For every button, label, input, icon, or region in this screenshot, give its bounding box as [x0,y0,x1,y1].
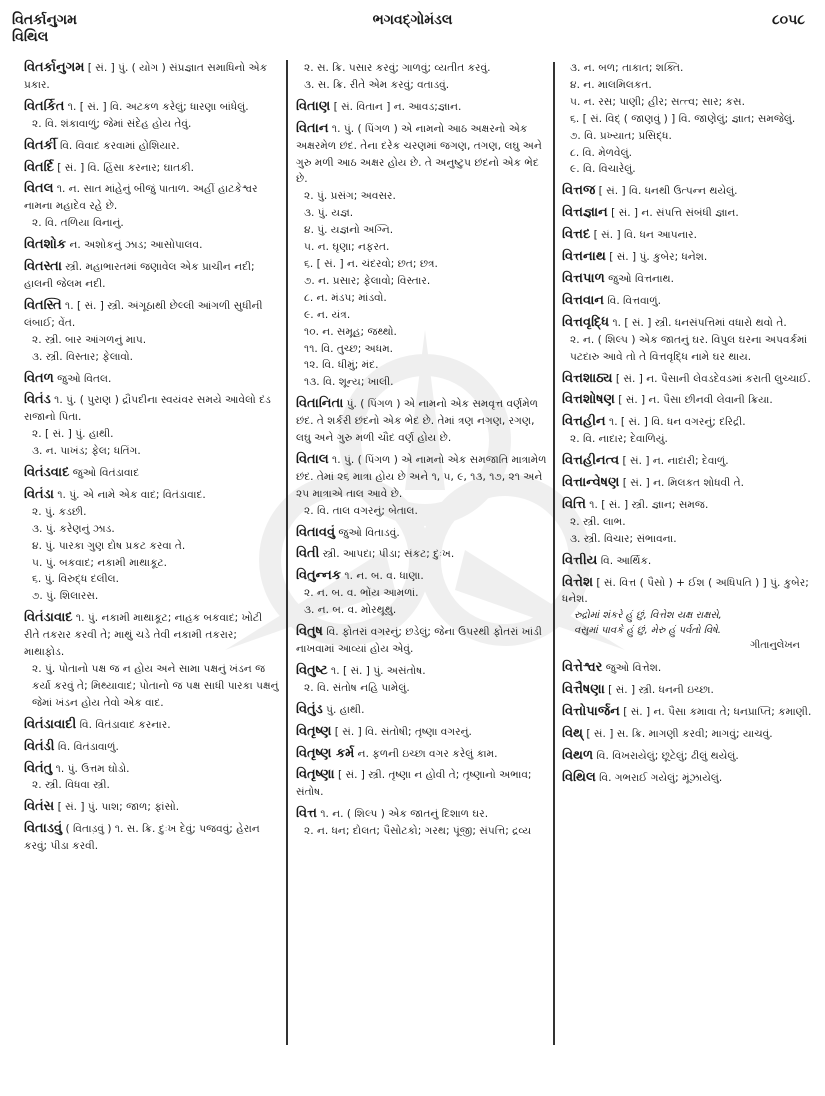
headword: વિત્તદ [562,227,591,243]
sense-line: ૮. વિ. મેળવેલું. [570,146,633,159]
entry-definition [562,660,814,677]
headword: વિતૃષ્ણ [296,723,332,739]
sense-line: ૨. વિ. તાલ વગરનું; બેતાલ. [304,504,418,517]
dictionary-column-1 [24,60,280,860]
definition-text: ૧. ન. ( શિલ્પ ) એક જાતનું દિશાળ ઘર. [320,808,489,821]
dictionary-entry [296,746,548,763]
headword: વિતંડાવાદ [24,610,73,626]
headword: વિતુષ [296,624,323,640]
dictionary-entry [562,371,814,388]
sense-line: ૯. વિ. વિચારેલું. [570,163,636,176]
headword: વિતુંડ [296,701,323,717]
dictionary-entry [296,568,548,619]
sense-line: ૩. પું. કરેણનું ઝાડ. [32,522,115,535]
dictionary-entry [562,475,814,492]
sense-line: ૫. ન. ઘૃણા; નફરત. [304,241,390,254]
dictionary-entry [24,99,280,133]
dictionary-entry [562,748,814,765]
sense-line: ૨. પું. પ્રસંગ; અવસર. [304,190,396,203]
definition-text: વિ. વિતંડાવાદ કરનાર. [79,718,171,731]
sense-line: ૨. [ સં. ] પું. હાથી. [32,428,114,441]
headword: વિતાનિતા [296,396,344,412]
entry-definition [24,392,280,426]
dictionary-entry [24,487,280,605]
entry-definition [24,717,280,734]
entry-definition [24,298,280,332]
headword: વિતળ [24,370,54,386]
entry-definition [296,702,548,719]
entry-definition [24,237,280,254]
dictionary-entry [562,682,814,699]
entry-definition [296,546,548,563]
definition-text: ૧. [ સં. ] સ્ત્રી. અંગૂઠાથી છેલ્લી આંગળી સુધીની લંબાઈ; વેંત. [24,299,263,329]
headword: વિત્તીય [562,552,598,568]
entry-definition [24,181,280,215]
headword: વિતાલ [296,451,329,467]
definition-text: પું. હાથી. [326,703,365,716]
sense-line: ૨. સ. ક્રિ. પસાર કરવું; ગાળવું; વ્યતીત કરવું. [304,62,491,74]
sense-line: ૨. પું. પોતાનો પક્ષ જ ન હોય અને સામા પક્ષનું ખંડન જ કર્યા કરવું તે; મિથ્યાવાદ; પોતાનો જ પક્ષ સાધી પારકા પક્ષનું જેમાં ખંડન હોય તેવો એક વાદ. [32,663,279,709]
definition-text: વિ. આર્થિક. [600,554,652,567]
headword: વિતંસ [24,799,55,815]
entry-definition [24,821,280,855]
entry-definition [296,452,548,503]
definition-text: ૧. [ સં. ] વિ. અટકળ કરેલું; ધારણા બાંધેલું. [67,100,249,113]
entry-definition [562,371,814,388]
definition-text: [ સં. ] ન. પૈસાની લેવડદેવડમાં કરાતી લુચ્ચાઈ. [615,372,811,385]
headword: વિત્તોપાર્જન [562,704,620,720]
sense-line: ૧૦. ન. સમૂહ; જથ્થો. [304,325,397,338]
definition-text: [ સં. ] પું. કુબેર; ધનેશ. [609,251,708,264]
sense-line: ૫. પું. બકવાદ; નકામી માથાકૂટ. [32,556,167,569]
definition-text: ન. ફળની ઇચ્છા વગર કરેલું કામ. [357,747,498,760]
sense-line: ૨. ન. ધન; દોલત; પૈસોટકો; ગરથ; પૂંજી; સંપત્તિ; દ્રવ્ય [304,825,532,838]
dictionary-entry [24,160,280,177]
entry-definition [296,99,548,116]
entry-definition [562,704,814,721]
headword: વિતૃષ્ણ કર્મ [296,745,355,761]
entry-definition [562,682,814,699]
definition-text: સ્ત્રી. આપદા; પીડા; સંકટ; દુઃખ. [322,548,455,561]
column-divider-2 [553,62,555,1045]
sense-line: ૧૩. વિ. શૂન્ય; ખાલી. [304,376,394,389]
headword: વિતાન [296,120,329,136]
definition-text: ( વિતાડ઼વું ) ૧. સ. ક્રિ. દુઃખ દેવું; પજવવું; હેરાન કરવું; પીડા કરવી. [24,823,260,853]
entry-definition [562,249,814,266]
definition-text: ૧. પું. ( પિંગળ ) એ નામનો એક સમજાતિ માત્રામેળ છંદ. તેમાં ૨૬ માત્રા હોય છે અને ૧, ૫, ૯, ૧૩, ૧૭, ૨૧ અને ૨૫ માત્રાએ તાલ આવે છે. [296,453,547,500]
headword: વિત્તજ્ઞાન [562,205,608,221]
sense-line: ૪. ન. માલમિલકત. [570,78,652,91]
headword: વિત્તેશ્વર [562,660,603,676]
sense-line: ૬. પું. વિરુદ્ધ દલીલ. [32,573,120,586]
entry-definition [296,746,548,763]
headword: વિતર્દિ [24,159,54,175]
definition-text: [ સં. ] વિ. હિંસા કરનાર; ઘાતકી. [57,161,195,174]
dictionary-entry [24,821,280,855]
entry-definition [24,60,280,94]
definition-text: વિ. વિખરાયેલું; છૂટેલું; ઢીલું થયેલું. [596,749,739,762]
definition-text: [ સં. ] સ્ત્રી. ધનની ઇચ્છા. [608,684,714,697]
sense-line: ૧૧. વિ. તુચ્છ; અધમ. [304,342,394,355]
headword: વિત્તજ [562,183,596,199]
headword: વિથ્ [562,726,584,741]
definition-text: ૧. [ સં. ] પું. અસંતોષ. [331,664,426,677]
dictionary-entry [562,183,814,200]
dictionary-entry [562,414,814,448]
dictionary-entry [296,396,548,447]
definition-text: જુઓ વિતાડવું. [338,526,400,539]
entry-definition [24,761,280,778]
definition-text: જુઓ વિત્તનાથ. [608,272,675,285]
sense-line: ૫. ન. રસ; પાણી; હીર; સત્ત્વ; સાર; કસ. [570,95,745,108]
dictionary-entry [24,717,280,734]
headword: વિથળ [562,747,594,763]
headword: વિતર્કિત [24,98,65,114]
sense-line: ૨. વિ. નાદાર; દેવાળિયું. [570,433,668,446]
dictionary-entry [562,704,814,721]
entry-definition [562,475,814,492]
dictionary-entry [562,60,814,178]
dictionary-entry [296,767,548,801]
definition-text: ન. અશોકનું ઝાડ; આસોપાલવ. [69,239,203,252]
definition-text: [ સં. વિતાન ] ન. આવડ;જ્ઞાન. [333,100,462,113]
dictionary-entry [296,702,548,719]
dictionary-entry [562,271,814,288]
dictionary-entry [24,610,280,711]
sense-line: ૩. પું. યજ્ઞ. [304,207,354,220]
entry-definition [24,487,280,504]
sense-line: ૨. વિ. સંતોષ નહિ પામેલું. [304,681,410,694]
sense-line: ૪. પું. યજ્ઞનો અગ્નિ. [304,224,394,237]
dictionary-entry [562,726,814,743]
headword: વિતસ્તા [24,259,62,275]
sense-line: ૭. ન. પ્રસાર; ફેલાવો; વિસ્તાર. [304,274,431,287]
headword: વિતર્કાનુગમ [24,60,85,75]
definition-text: [ સં. વિત્ત ( પૈસો ) + ઈશ ( અધિપતિ ) ] પું. કુબેર; ધનેશ. [562,576,809,606]
definition-text: જુઓ વિત્તેશ. [605,662,662,675]
sense-line: ૩. ન. બ. વ. મોરથૂથુ. [304,604,397,617]
entry-definition [562,414,814,431]
dictionary-entry [24,799,280,816]
entry-definition [24,371,280,388]
column-divider-1 [286,60,288,1045]
dictionary-entry [24,181,280,232]
dictionary-entry [24,138,280,155]
definition-text: [ સં. ] ન. સંપત્તિ સંબંધી જ્ઞાન. [611,207,739,220]
dictionary-entry [296,525,548,542]
book-title: ભગવદ્ગોમંડલ [372,12,453,28]
definition-text: ૧. [ સં. ] સ્ત્રી. જ્ઞાન; સમજ. [589,498,709,511]
dictionary-entry [24,259,280,293]
headword: વિતંડ [24,392,51,408]
dictionary-entry [24,739,280,756]
dictionary-entry [562,293,814,310]
headword: વિતુન્નક [296,568,342,584]
definition-text: ૧. પું. નકામી માથાકૂટ; નાહક બકવાદ; ખોટી રીતે તકરાર કરવી તે; માથું ચડે તેવી નકામી તકરાર; માથાફોડ. [24,612,263,659]
entry-definition [24,610,280,661]
entry-definition [24,799,280,816]
definition-text: ૧. પું. ઉત્તમ ઘોડો. [55,762,130,775]
definition-text: [ સં. ] સ. ક્રિ. માગણી કરવી; માગવું; યાચવું. [586,728,773,740]
sense-line: ૪. પું. પારકા ગુણ દોષ પ્રકટ કરવા તે. [32,539,186,552]
definition-text: [ સં. ] વિ. ધન આપનાર. [593,229,697,242]
headword: વિતાડવું [24,821,63,837]
entry-definition [296,121,548,189]
page-header [0,0,825,58]
definition-text: ૧. ન. બ. વ. ધાણા. [344,570,424,583]
definition-text: ૧. ન. સાત માંહેનું બીજું પાતાળ. અહીં હાટકેશ્વર નામના મહાદેવ રહે છે. [24,183,258,213]
headword: વિતશોક [24,237,67,253]
entry-definition [562,227,814,244]
entry-definition [562,293,814,310]
dictionary-entry [296,546,548,563]
headword: વિતંડાવાદી [24,716,77,732]
sense-line: ૧૨. વિ. ધીમું; મંદ. [304,359,379,372]
headword: વિત્તવૃદ્ધિ [562,314,610,330]
headword: વિત્તેશ [562,574,593,590]
entry-definition [296,767,548,801]
dictionary-column-2 [296,60,548,845]
headword: વિતંડા [24,486,54,502]
definition-text: સ્ત્રી. મહાભારતમાં જણાવેલ એક પ્રાચીન નદી; હાલની જેલમ નદી. [24,261,255,290]
entry-definition [562,748,814,765]
headword: વિતાણ [296,98,331,114]
sense-line: ૭. પું. શિલારસ. [32,590,99,603]
headword: વિતૃષ્ણા [296,767,335,783]
definition-text: જુઓ વિતલ. [57,372,112,385]
headword: વિત્તહીનત્વ [562,453,620,469]
sense-line: ૩. ન. બળ; તાકાત; શક્તિ. [570,62,684,74]
entry-definition [296,624,548,658]
dictionary-entry [296,121,548,392]
entry-definition [562,453,814,470]
definition-text: ૧. [ સં. ] સ્ત્રી. ધનસંપત્તિમાં વધારો થવો તે. [612,316,787,329]
sense-line: ૬. [ સં. ] ન. ચંદરવો; છત; છત્ર. [304,257,438,270]
dictionary-entry [24,392,280,460]
definition-text: વિ. ફોતરાં વગરનું; છડેલું; જેના ઉપરથી ફોતરાં ખાંડી નાખવામાં આવ્યાં હોય એવું. [296,626,542,655]
definition-text: વિ. વિતંડાવાળું. [57,740,119,753]
sense-line: ૨. ન. ( શિલ્પ ) એક જાતનું ઘર. વિપુલ ઘરના અપવર્કમાં પટદારુ આવે તો તે વિત્તવૃદ્ધિ નામે ઘર થાય. [570,333,808,363]
headword: વિત્તનાથ [562,249,606,265]
definition-text: [ સં. ] ન. પૈસા છીનવી લેવાની ક્રિયા. [618,394,773,407]
entry-definition [562,770,814,787]
dictionary-entry [296,663,548,697]
dictionary-entry [24,298,280,366]
sense-line: ૨. વિ. શંકાવાળું; જેમાં સંદેહ હોય તેવું. [32,117,192,130]
dictionary-entry [296,99,548,116]
definition-text: [ સં. ] સ્ત્રી. તૃષ્ણા ન હોવી તે; તૃષ્ણાનો અભાવ; સંતોષ. [296,769,532,799]
quotation-line: વસુમાં પાવકે હું છું, મેરુ હું પર્વતો વિષે. [574,625,721,637]
headword: વિત્તશોષણ [562,392,615,408]
dictionary-entry [296,806,548,840]
dictionary-entry [562,249,814,266]
sense-line: ૩. ન. પાખંડ; ફેલ; ધતિંગ. [32,445,141,458]
entry-definition [296,806,548,823]
definition-text: [ સં. ] પું. ( યોગ ) સંપ્રજ્ઞાત સમાધિનો એક પ્રકાર. [24,62,268,91]
headword: વિત્તૈષણા [562,682,605,698]
sense-line: ૨. સ્ત્રી. વિધવા સ્ત્રી. [32,779,110,792]
headword: વિત્તહીન [562,414,606,430]
quotation-line: રુદ્રોમાં શંકરે હું છું, વિત્તેશ યક્ષ રાક્ષસે, [574,610,722,622]
headword: વિતસ્તિ [24,297,62,313]
definition-text: [ સં. ] વિ. સંતોષી; તૃષ્ણા વગરનું. [334,725,472,738]
definition-text: ૧. પું. એ નામે એક વાદ; વિતંડાવાદ. [57,488,206,501]
headword: વિતુષ્ટ [296,662,328,678]
definition-text: [ સં. ] ન. મિલકત શોધવી તે. [622,477,745,490]
sense-line: ૨. સ્ત્રી. બાર આંગળનું માપ. [32,333,147,346]
guide-word-last: વિથિલ [12,29,49,45]
headword: વિત્તપાળ [562,270,605,286]
headword: વિતલ [24,181,54,197]
headword: વિતી [296,546,320,562]
definition-text: વિ. વિત્તવાળું. [607,294,661,307]
entry-definition [24,99,280,116]
sense-line: ૮. ન. મંડપ; માંડવો. [304,291,387,304]
dictionary-entry [562,770,814,787]
entry-definition [296,568,548,585]
sense-line: ૩. સ્ત્રી. વિચાર; સંભાવના. [570,532,677,545]
headword: વિતાવવું [296,524,336,540]
definition-text: ૧. પું. ( પિંગળ ) એ નામનો આઠ અક્ષરનો એક અક્ષરમેળ છંદ. તેના દરેક ચરણમાં જગણ, તગણ, લઘુ અને ગુરુ મળી આઠ અક્ષર હોય છે. તે અનુષ્ટુપ છંદનો એક ભેદ છે. [296,122,542,186]
definition-text: વિ. ગભરાઈ ગયેલું; મૂંઝાયેલું. [599,771,723,784]
entry-definition [562,575,814,609]
dictionary-entry [296,624,548,658]
dictionary-entry [562,315,814,366]
entry-definition [24,259,280,293]
dictionary-entry [562,575,814,656]
dictionary-column-3 [562,60,814,792]
dictionary-entry [24,465,280,482]
definition-text: [ સં. ] વિ. ધનથી ઉત્પન્ન થયેલું. [598,185,738,198]
entry-definition [296,663,548,680]
entry-definition [562,205,814,222]
sense-line: ૨. પું. કડછી. [32,505,87,518]
sense-line: ૬. [ સં. વિદ્ ( જાણવું ) ] વિ. જાણેલું; જ્ઞાત; સમજેલું. [570,112,796,125]
entry-definition [562,392,814,409]
headword: વિથિલ [562,769,596,785]
entry-definition [562,315,814,332]
headword: વિત્તિ [562,496,586,512]
entry-definition [296,724,548,741]
definition-text: ૧. [ સં. ] વિ. ધન વગરનું; દરિદ્રી. [609,416,746,429]
entry-definition [24,739,280,756]
dictionary-entry [296,724,548,741]
sense-line: ૨. સ્ત્રી. લાભ. [570,515,626,528]
sense-line: ૩. સ. ક્રિ. રીતે એમ કરવું; વતાડવું. [304,78,450,91]
entry-definition [562,271,814,288]
dictionary-entry [24,237,280,254]
sense-line: ૯. ન. યંત્ર. [304,308,351,321]
definition-text: [ સં. ] પું. પાશ; જાળ; ફાંસો. [57,801,180,814]
dictionary-entry [24,60,280,94]
entry-definition [296,525,548,542]
quotation-source: ગીતાનુલેખન [750,640,800,652]
dictionary-entry [562,392,814,409]
guide-word-first: વિતર્કાનુગમ [12,12,78,28]
dictionary-entry [562,453,814,470]
headword: વિત્તશાઠ્ય [562,370,613,386]
entry-definition [24,160,280,177]
definition-text: પું. ( પિંગળ ) એ નામનો એક સમવૃત્ત વર્ણમેળ છંદ. તે શર્કરી છંદનો એક ભેદ છે. તેમાં ત્રણ નગણ, રગણ, લઘુ અને ગુરુ મળી ચૌદ વર્ણ હોય છે. [296,398,539,445]
entry-definition [562,497,814,514]
headword: વિતર્કી [24,137,57,153]
dictionary-entry [296,60,548,94]
dictionary-entry [562,497,814,548]
entry-definition [562,553,814,570]
definition-text: [ સં. ] ન. પૈસા કમાવા તે; ધનપ્રાપ્તિ; કમાણી. [623,706,812,719]
definition-text: જુઓ વિતંડાવાદ [72,467,140,480]
headword: વિતંડવાદ [24,465,70,481]
headword: વિતંતુ [24,760,53,776]
dictionary-entry [296,452,548,520]
headword: વિત્તવાન [562,292,604,308]
entry-definition [562,726,814,743]
headword: વિત્ત [296,806,317,822]
headword: વિતંડી [24,738,55,754]
dictionary-entry [562,660,814,677]
dictionary-entry [24,761,280,795]
sense-line: ૩. સ્ત્રી. વિસ્તાર; ફેલાવો. [32,350,134,363]
dictionary-entry [562,227,814,244]
definition-text: વિ. વિવાદ કરવામાં હોશિયાર. [59,139,180,152]
page-number: ૮૦૫૮ [771,12,805,28]
dictionary-entry [24,371,280,388]
dictionary-entry [562,553,814,570]
sense-line: ૭. વિ. પ્રખ્યાત; પ્રસિદ્ધ. [570,129,672,142]
headword: વિત્તાન્વેષણ [562,475,620,491]
entry-definition [24,138,280,155]
entry-definition [562,183,814,200]
definition-text: ૧. પું. ( પુરાણ ) દ્રૌપદીના સ્વયંવર સમયે આવેલો દંડ રાજાનો પિતા. [24,394,271,424]
definition-text: [ સં. ] ન. નાદારી; દેવાળું. [622,455,729,468]
sense-line: ૨. વિ. તળિયા વિનાનું. [32,217,124,230]
dictionary-entry [562,205,814,222]
entry-definition [24,465,280,482]
entry-definition [296,396,548,447]
sense-line: ૨. ન. બ. વ. ભોંય આમળાં. [304,587,419,600]
